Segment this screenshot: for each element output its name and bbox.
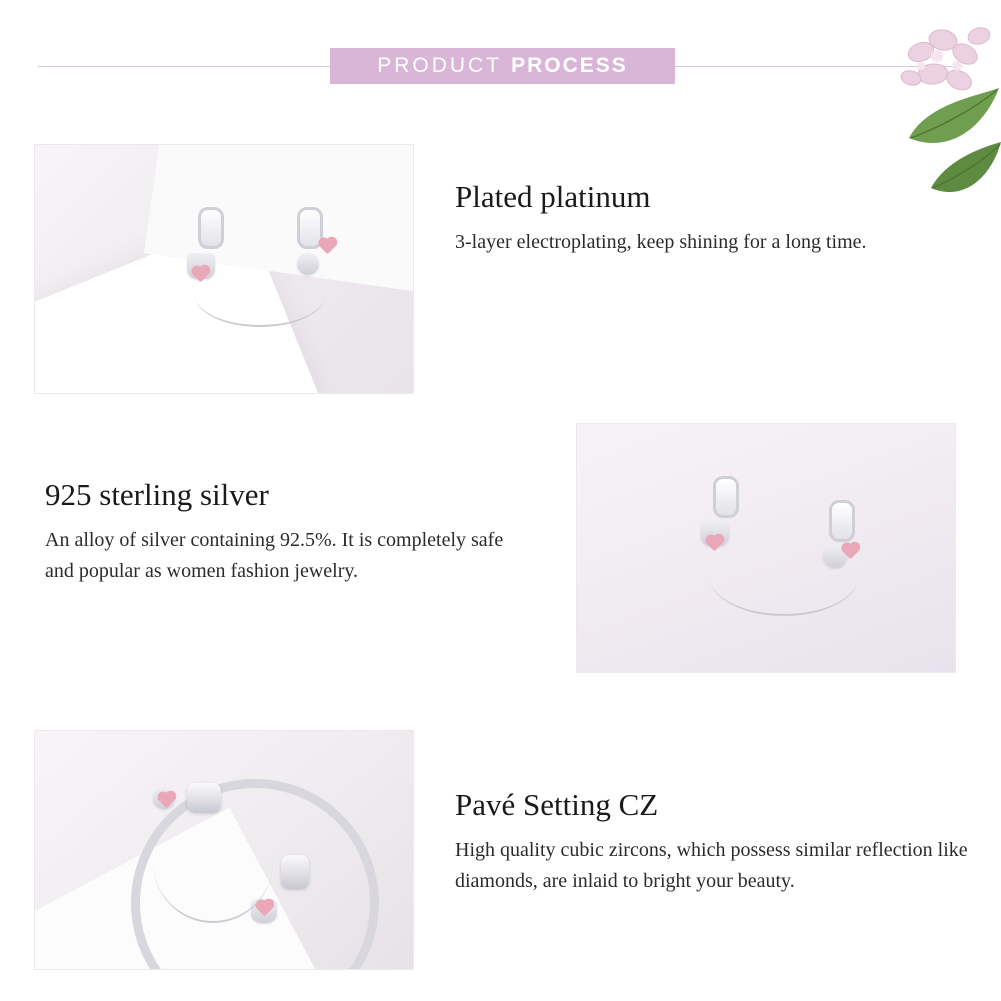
section-pave-setting-cz <box>455 788 985 897</box>
section-sterling-silver <box>45 478 515 587</box>
section-title: Plated platinum <box>455 179 651 214</box>
header-label-light: PRODUCT <box>377 54 503 77</box>
section-body: An alloy of silver containing 92.5%. It is completely safe and popular as women fashion jewelry. <box>45 529 504 583</box>
section-title: Pavé Setting CZ <box>455 787 659 822</box>
product-photo-pave-setting <box>34 730 414 970</box>
section-plated-platinum <box>455 180 925 258</box>
section-body: High quality cubic zircons, which possess similar reflection like diamonds, are inlaid to bright your beauty. <box>455 839 968 893</box>
section-body: 3-layer electroplating, keep shining for a long time. <box>455 231 867 254</box>
header-badge <box>330 48 675 84</box>
header-label-bold: PROCESS <box>511 54 628 77</box>
product-photo-plated-platinum <box>34 144 414 394</box>
page-header <box>0 48 1001 84</box>
product-photo-sterling-silver <box>576 423 956 673</box>
section-title: 925 sterling silver <box>45 477 269 512</box>
